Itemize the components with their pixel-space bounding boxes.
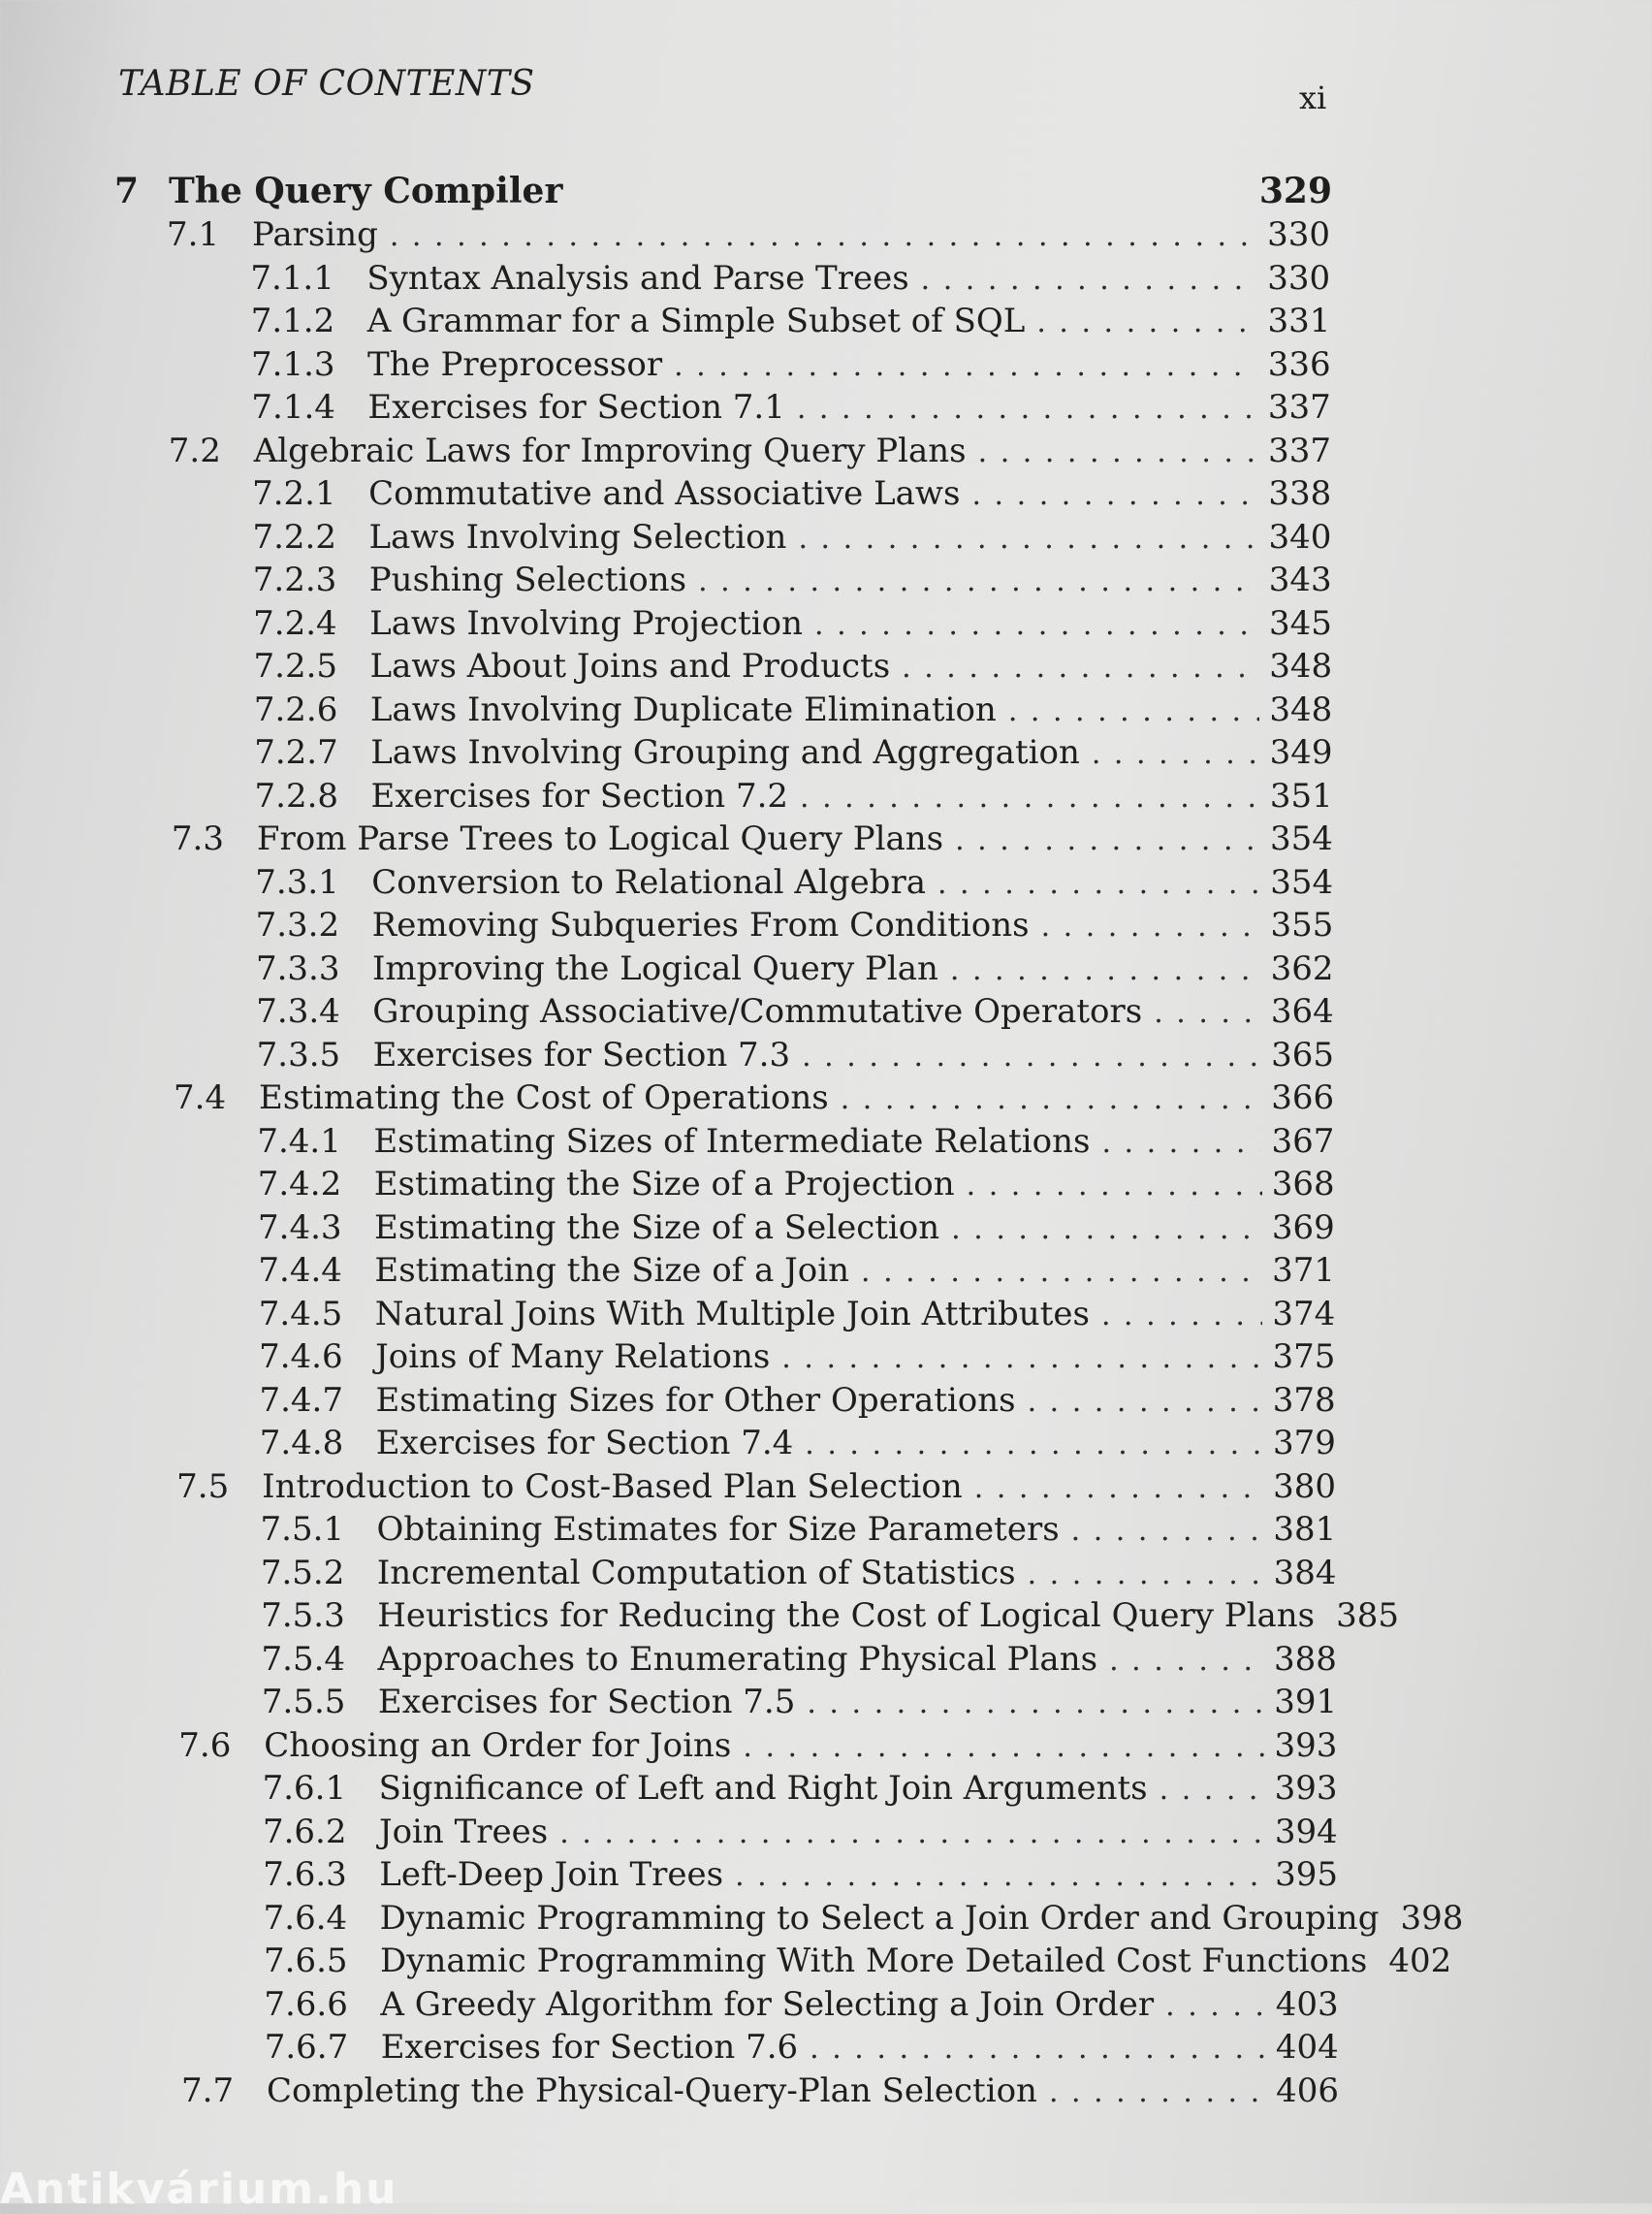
toc-dot-leader	[1071, 1514, 1264, 1548]
toc-subsection-row	[262, 1683, 1337, 1725]
toc-dot-leader	[974, 1471, 1263, 1505]
toc-subsection-row	[259, 1295, 1336, 1337]
toc-dot-leader	[1092, 737, 1260, 771]
toc-entry-number: 7.7	[181, 2070, 235, 2110]
toc-entry-title: Choosing an Order for Joins	[264, 1725, 732, 1765]
running-head-title: TABLE OF CONTENTS	[118, 64, 535, 104]
chapter-page: 329	[1258, 171, 1332, 211]
toc-entry-title: Estimating Sizes of Intermediate Relations	[373, 1121, 1091, 1161]
toc-subsection-row	[261, 1554, 1337, 1596]
toc-subsection-row	[253, 561, 1332, 603]
toc-dot-leader	[1154, 996, 1261, 1030]
toc-entry-page: 394	[1274, 1812, 1338, 1851]
toc-entry-number: 7.1.2	[250, 302, 335, 340]
toc-dot-leader	[807, 1686, 1264, 1720]
toc-entry-page: 384	[1273, 1553, 1337, 1592]
toc-subsection-row	[256, 992, 1333, 1035]
toc-subsection-row	[260, 1424, 1336, 1466]
toc-entry-page: 398	[1400, 1898, 1464, 1938]
toc-subsection-row	[255, 863, 1333, 906]
toc-entry-page: 345	[1268, 603, 1332, 643]
toc-entry-title: A Grammar for a Simple Subset of SQL	[366, 302, 1026, 340]
toc-entry-title: Conversion to Relational Algebra	[371, 862, 926, 902]
toc-subsection-row	[256, 906, 1334, 948]
toc-entry-page: 337	[1268, 431, 1332, 470]
toc-entry-number: 7.2.5	[253, 647, 338, 686]
toc-entry-number: 7.5	[176, 1466, 230, 1506]
toc-entry-number: 7.5.1	[260, 1510, 345, 1549]
toc-subsection-row	[263, 1855, 1338, 1898]
toc-entry-page: 379	[1272, 1424, 1336, 1462]
toc-entry-page: 366	[1271, 1078, 1335, 1117]
toc-subsection-row	[252, 518, 1331, 561]
toc-dot-leader	[1028, 1557, 1264, 1591]
toc-entry-title: Exercises for Section 7.4	[375, 1424, 794, 1462]
toc-entry-page: 348	[1269, 647, 1333, 686]
toc-subsection-row	[250, 259, 1330, 302]
toc-entry-page: 375	[1272, 1337, 1336, 1376]
toc-entry-number: 7.5.4	[261, 1639, 346, 1679]
toc-entry-page: 365	[1271, 1035, 1334, 1075]
toc-subsection-row	[263, 1898, 1464, 1941]
toc-dot-leader	[955, 823, 1260, 857]
toc-entry-title: A Greedy Algorithm for Selecting a Join Order	[380, 1984, 1155, 2024]
toc-entry-page: 362	[1270, 948, 1334, 988]
toc-entry-page: 391	[1274, 1683, 1338, 1721]
toc-entry-title: Laws About Joins and Products	[369, 647, 891, 686]
toc-entry-title: Estimating Sizes for Other Operations	[375, 1380, 1016, 1420]
toc-entry-title: Laws Involving Selection	[368, 517, 787, 557]
toc-entry-number: 7.3.2	[255, 906, 340, 945]
toc-entry-title: Left-Deep Join Trees	[379, 1855, 724, 1894]
toc-dot-leader	[902, 651, 1259, 685]
toc-dot-leader	[1165, 1989, 1266, 2023]
toc-entry-page: 385	[1336, 1596, 1400, 1635]
toc-entry-title: Heuristics for Reducing the Cost of Logical Query Plans	[377, 1596, 1316, 1635]
toc-entry-number: 7.1.3	[251, 344, 335, 384]
toc-entry-page: 343	[1268, 561, 1332, 599]
toc-dot-leader	[950, 953, 1261, 987]
toc-entry-number: 7.5.5	[261, 1683, 346, 1721]
toc-entry-page: 406	[1276, 2070, 1340, 2110]
toc-entry-number: 7.4.4	[258, 1251, 342, 1290]
toc-entry-number: 7.6.6	[264, 1984, 348, 2024]
toc-entry-number: 7.4.6	[259, 1337, 343, 1376]
toc-dot-leader	[1101, 1299, 1262, 1332]
toc-entry-number: 7.2	[168, 431, 221, 470]
toc-subsection-row	[263, 1813, 1338, 1855]
toc-subsection-row	[251, 345, 1331, 388]
toc-dot-leader	[937, 867, 1260, 901]
toc-entry-page: 380	[1273, 1466, 1337, 1506]
toc-entry-page: 368	[1271, 1165, 1335, 1203]
toc-dot-leader	[1101, 1126, 1261, 1160]
toc-entry-number: 7.6.1	[262, 1769, 347, 1808]
toc-dot-leader	[781, 1341, 1262, 1375]
toc-dot-leader	[810, 2032, 1266, 2066]
toc-entry-title: Removing Subqueries From Conditions	[371, 906, 1030, 945]
toc-entry-title: Grouping Associative/Commutative Operators	[372, 992, 1143, 1031]
toc-entry-number: 7.4.7	[259, 1380, 343, 1420]
toc-entry-title: Laws Involving Duplicate Elimination	[369, 690, 997, 729]
toc-entry-number: 7.3	[171, 819, 224, 858]
toc-entry-page: 395	[1275, 1855, 1338, 1894]
toc-entry-number: 7.2.6	[253, 690, 338, 729]
toc-entry-page: 381	[1273, 1510, 1337, 1549]
toc-entry-number: 7.3.4	[256, 992, 340, 1031]
toc-subsection-row	[261, 1510, 1337, 1553]
toc-section-row	[181, 2071, 1339, 2114]
toc-entry-page: 348	[1269, 690, 1333, 729]
toc-entry-title: Exercises for Section 7.3	[372, 1035, 791, 1075]
toc-entry-title: Algebraic Laws for Improving Query Plans	[253, 431, 967, 470]
toc-subsection-row	[265, 2028, 1339, 2070]
toc-subsection-row	[256, 949, 1334, 992]
toc-dot-leader	[559, 1816, 1265, 1850]
toc-subsection-row	[251, 388, 1330, 431]
toc-entry-page: 331	[1267, 302, 1331, 340]
toc-entry-number: 7.4.2	[257, 1165, 342, 1203]
toc-entry-page: 349	[1269, 733, 1333, 772]
toc-entry-page: 336	[1267, 344, 1331, 384]
toc-entry-number: 7.6.7	[264, 2028, 349, 2067]
toc-subsection-row	[261, 1596, 1400, 1639]
toc-entry-number: 7.5.3	[261, 1596, 345, 1635]
toc-dot-leader	[743, 1730, 1264, 1764]
toc-dot-leader	[798, 522, 1258, 556]
toc-entry-title: Parsing	[252, 215, 378, 254]
toc-entry-number: 7.4.8	[259, 1424, 344, 1462]
toc-entry-page: 378	[1272, 1380, 1336, 1420]
toc-subsection-row	[262, 1640, 1337, 1683]
toc-entry-page: 351	[1269, 776, 1333, 816]
toc-entry-page: 340	[1268, 517, 1332, 557]
toc-dot-leader	[971, 478, 1258, 512]
toc-subsection-row	[257, 1036, 1334, 1078]
toc-entry-number: 7.4.3	[258, 1207, 342, 1247]
toc-entry-number: 7.2.2	[252, 517, 336, 557]
toc-entry-page: 369	[1271, 1207, 1335, 1247]
toc-entry-page: 364	[1270, 992, 1334, 1031]
toc-entry-title: Laws Involving Grouping and Aggregation	[370, 733, 1080, 772]
toc-subsection-row	[254, 733, 1332, 776]
toc-dot-leader	[1109, 1644, 1264, 1678]
toc-subsection-row	[258, 1165, 1335, 1207]
toc-dot-leader	[674, 349, 1258, 383]
toc-entry-page: 393	[1274, 1769, 1338, 1808]
toc-dot-leader	[735, 1859, 1265, 1893]
toc-entry-number: 7.4.1	[257, 1121, 341, 1161]
toc-entry-title: Exercises for Section 7.2	[370, 776, 789, 816]
toc-entry-number: 7.1	[167, 215, 220, 254]
toc-subsection-row	[254, 690, 1332, 733]
toc-entry-number: 7.2.7	[254, 733, 338, 772]
toc-entry-page: 337	[1267, 388, 1331, 427]
toc-entry-number: 7.4	[174, 1078, 227, 1117]
toc-entry-title: Exercises for Section 7.5	[377, 1683, 796, 1721]
toc-entry-number: 7.6.3	[263, 1855, 347, 1894]
toc-dot-leader	[841, 1082, 1262, 1116]
toc-dot-leader	[698, 564, 1259, 598]
toc-entry-page: 388	[1274, 1639, 1337, 1679]
toc-entry-page: 403	[1275, 1984, 1339, 2024]
toc-dot-leader	[1041, 910, 1261, 944]
toc-entry-title: From Parse Trees to Logical Query Plans	[256, 819, 944, 858]
watermark-text: Antikvárium.hu	[0, 2165, 398, 2214]
toc-entry-number: 7.3.1	[255, 862, 339, 902]
toc-entry-page: 355	[1270, 906, 1334, 945]
toc-subsection-row	[252, 474, 1331, 517]
toc-dot-leader	[1036, 305, 1257, 339]
toc-entry-number: 7.2.8	[254, 776, 339, 816]
toc-section-row	[174, 1078, 1334, 1121]
toc-entry-number: 7.2.4	[253, 603, 337, 643]
toc-entry-title: Commutative and Associative Laws	[368, 474, 961, 513]
toc-entry-title: Estimating the Size of a Projection	[373, 1165, 955, 1203]
toc-entry-number: 7.5.2	[260, 1553, 345, 1592]
toc-entry-page: 330	[1267, 215, 1330, 254]
toc-dot-leader	[797, 392, 1258, 426]
toc-entry-number: 7.3.5	[256, 1035, 341, 1075]
toc-entry-page: 404	[1275, 2028, 1339, 2067]
toc-dot-leader	[951, 1212, 1262, 1246]
toc-entry-title: Natural Joins With Multiple Join Attributes	[374, 1294, 1090, 1333]
toc-entry-title: Syntax Analysis and Parse Trees	[366, 258, 909, 298]
toc-dot-leader	[800, 781, 1260, 815]
toc-subsection-row	[258, 1251, 1335, 1294]
toc-subsection-row	[259, 1337, 1335, 1380]
toc-entry-page: 354	[1270, 862, 1334, 902]
toc-entry-page: 374	[1272, 1294, 1336, 1333]
toc-entry-page: 367	[1271, 1121, 1335, 1161]
toc-entry-page: 354	[1270, 819, 1333, 858]
toc-section-row	[172, 819, 1333, 862]
toc-entry-number: 7.6.5	[264, 1941, 348, 1980]
toc-subsection-row	[257, 1122, 1334, 1165]
toc-entry-number: 7.6	[178, 1725, 232, 1765]
chapter-number: 7	[114, 171, 140, 211]
toc-subsection-row	[264, 1941, 1452, 1984]
toc-entry-number: 7.3.3	[255, 948, 340, 988]
toc-subsection-row	[259, 1381, 1335, 1424]
toc-entry-page: 402	[1388, 1941, 1452, 1980]
toc-subsection-row	[263, 1769, 1338, 1812]
toc-dot-leader	[1160, 1773, 1265, 1807]
toc-section-row	[176, 1467, 1336, 1510]
chapter-heading	[114, 171, 1332, 213]
toc-section-row	[178, 1726, 1337, 1769]
toc-subsection-row	[254, 647, 1333, 690]
toc-dot-leader	[1008, 694, 1260, 728]
toc-dot-leader	[978, 435, 1259, 469]
toc-dot-leader	[1028, 1385, 1263, 1419]
toc-entry-title: The Preprocessor	[367, 344, 663, 384]
toc-entry-title: Laws Involving Projection	[369, 603, 803, 643]
toc-dot-leader	[1049, 2075, 1266, 2109]
toc-dot-leader	[861, 1255, 1262, 1289]
toc-entry-title: Introduction to Cost-Based Plan Selection	[262, 1466, 963, 1506]
toc-subsection-row	[253, 604, 1332, 647]
toc-entry-title: Approaches to Enumerating Physical Plans	[377, 1639, 1098, 1679]
toc-entry-page: 393	[1274, 1725, 1338, 1765]
toc-entry-number: 7.6.2	[262, 1812, 347, 1851]
toc-dot-leader	[390, 219, 1257, 253]
toc-dot-leader	[967, 1169, 1262, 1203]
toc-entry-title: Estimating the Size of a Join	[374, 1251, 850, 1290]
toc-entry-title: Obtaining Estimates for Size Parameters	[376, 1510, 1060, 1549]
toc-entry-number: 7.6.4	[263, 1898, 348, 1938]
toc-entry-page: 338	[1268, 474, 1332, 513]
toc-subsection-row	[255, 777, 1333, 819]
toc-entry-title: Significance of Left and Right Join Arguments	[378, 1769, 1148, 1808]
toc-entry-number: 7.4.5	[258, 1294, 343, 1333]
toc-entry-title: Incremental Computation of Statistics	[376, 1553, 1016, 1592]
toc-subsection-row	[251, 302, 1331, 344]
toc-subsection-row	[264, 1985, 1338, 2028]
toc-entry-number: 7.2.3	[252, 561, 337, 599]
toc-dot-leader	[921, 263, 1258, 297]
toc-entry-number: 7.1.1	[250, 258, 334, 298]
toc-entry-title: Exercises for Section 7.6	[380, 2028, 799, 2067]
toc-entry-title: Completing the Physical-Query-Plan Selection	[267, 2070, 1037, 2110]
toc-entry-page: 330	[1267, 258, 1331, 298]
toc-entry-title: Join Trees	[378, 1812, 549, 1851]
toc-entry-title: Pushing Selections	[368, 561, 687, 599]
toc-entry-title: Joins of Many Relations	[375, 1337, 771, 1376]
toc-section-row	[169, 432, 1331, 474]
chapter-title: The Query Compiler	[169, 171, 563, 211]
toc-entry-title: Dynamic Programming With More Detailed Cost Functions	[380, 1941, 1368, 1980]
page-number: xi	[1299, 80, 1327, 116]
toc-subsection-row	[258, 1208, 1335, 1251]
toc-dot-leader	[805, 1428, 1263, 1461]
toc-entry-title: Improving the Logical Query Plan	[371, 948, 938, 988]
toc-entry-page: 371	[1272, 1251, 1336, 1290]
toc-dot-leader	[802, 1040, 1261, 1074]
toc-dot-leader	[814, 608, 1259, 642]
toc-entry-title: Estimating the Size of a Selection	[374, 1207, 940, 1247]
toc-entry-number: 7.1.4	[251, 388, 335, 427]
toc-entry-title: Estimating the Cost of Operations	[259, 1078, 829, 1117]
toc-entry-number: 7.2.1	[252, 474, 336, 513]
toc-section-row	[167, 215, 1330, 258]
toc-entry-title: Dynamic Programming to Select a Join Order and Grouping	[379, 1898, 1380, 1938]
toc-entry-title: Exercises for Section 7.1	[367, 388, 785, 427]
